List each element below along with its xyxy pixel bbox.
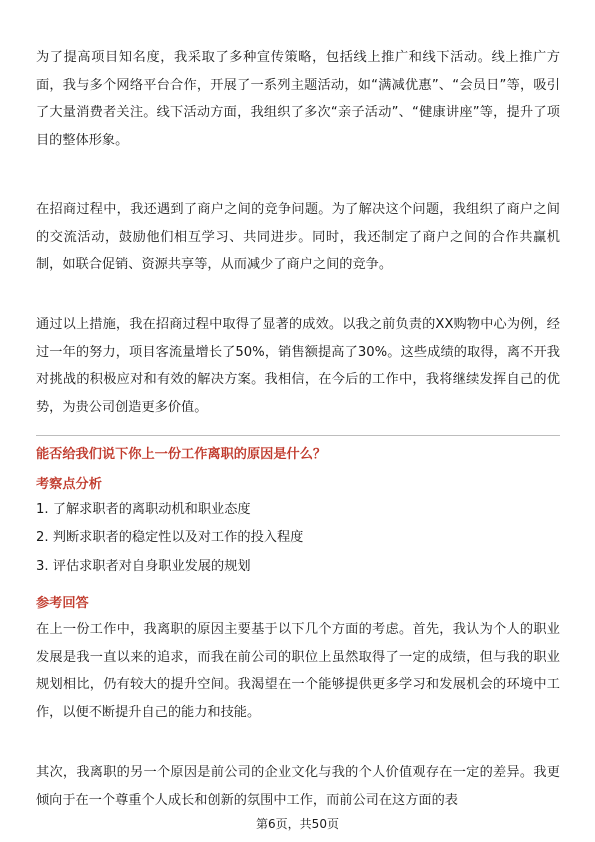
analysis-item: 3. 评估求职者对自身职业发展的规划 [36, 559, 251, 574]
page-footer: 第6页，共50页 [256, 817, 339, 831]
interview-question: 能否给我们说下你上一份工作离职的原因是什么？ [36, 447, 327, 462]
answer-paragraph: 在上一份工作中，我离职的原因主要基于以下几个方面的考虑。首先，我认为个人的职业发展是我一直以来的追求，而我在前公司的职位上虽然取得了一定的成绩，但与我的职业规划相比，仍有较大的提升空间。我渴望在一个能够提供更多学习和发展机会的环境中工作，以便不断提升自己的能力和技能。 [36, 622, 560, 720]
analysis-heading: 考察点分析 [36, 477, 102, 492]
section-divider [36, 435, 560, 436]
body-paragraph: 在招商过程中，我还遇到了商户之间的竞争问题。为了解决这个问题，我组织了商户之间的交流活动，鼓励他们相互学习、共同进步。同时，我还制定了商户之间的合作共赢机制，如联合促销、资源共享等，从而减少了商户之间的竞争。 [36, 202, 560, 273]
analysis-item: 1. 了解求职者的离职动机和职业态度 [36, 502, 251, 517]
answer-heading: 参考回答 [36, 596, 89, 611]
analysis-item: 2. 判断求职者的稳定性以及对工作的投入程度 [36, 530, 304, 545]
answer-paragraph: 其次，我离职的另一个原因是前公司的企业文化与我的个人价值观存在一定的差异。我更倾向于在一个尊重个人成长和创新的氛围中工作，而前公司在这方面的表 [36, 765, 560, 808]
body-paragraph: 通过以上措施，我在招商过程中取得了显著的成效。以我之前负责的XX购物中心为例，经过一年的努力，项目客流量增长了50%，销售额提高了30%。这些成绩的取得，离不开我对挑战的积极应对和有效的解决方案。我相信，在今后的工作中，我将继续发挥自己的优势，为贵公司创造更多价值。 [36, 317, 560, 415]
body-paragraph: 为了提高项目知名度，我采取了多种宣传策略，包括线上推广和线下活动。线上推广方面，我与多个网络平台合作，开展了一系列主题活动，如“满减优惠”、“会员日”等，吸引了大量消费者关注。线下活动方面，我组织了多次“亲子活动”、“健康讲座”等，提升了项目的整体形象。 [36, 50, 560, 148]
